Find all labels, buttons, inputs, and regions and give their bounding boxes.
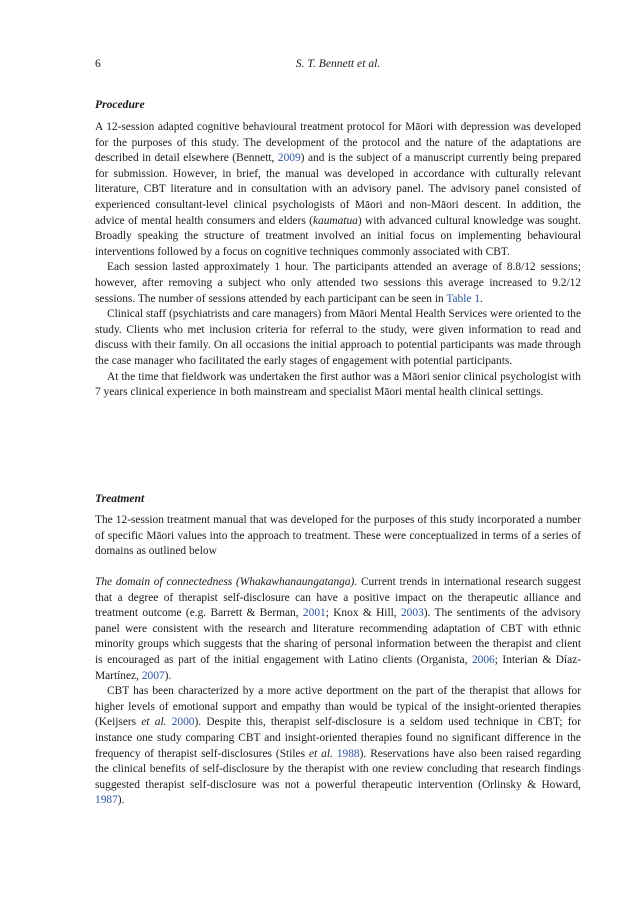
running-title: S. T. Bennett et al. — [295, 57, 381, 70]
citation-link[interactable]: 2003 — [400, 607, 424, 620]
citation-link[interactable]: 1987 — [95, 794, 118, 807]
citation-link[interactable]: 2009 — [277, 152, 301, 165]
page-number: 6 — [95, 57, 101, 70]
table-link[interactable]: Table 1 — [446, 292, 481, 305]
treatment-paragraph-2: The domain of connectedness (Whakawhanaungatanga). Current trends in international research suggest that a degree of therapist self-disclosure can have a positive impact on the therapeutic alliance and treatment outcome (e.g. Barrett & Berman, 2001; Knox & Hill, 2003). The sentiments of the advisory panel were consistent with the research and literature recommending adaptation of CBT with ethnic minority groups which suggests that the sharing of personal information between the therapist and client is encouraged as part of the initial engagement with Latino clients (Organista, 2006; Interian & Díaz-Martínez, 2007). — [95, 576, 582, 682]
treatment-intro — [95, 513, 581, 560]
citation-link[interactable]: 2007 — [141, 669, 165, 682]
citation-link[interactable]: 2000 — [166, 716, 195, 729]
section-heading-treatment: Treatment — [95, 492, 145, 505]
procedure-paragraph-1: A 12-session adapted cognitive behavioural treatment protocol for Māori with depression was developed for the purposes of this study. The development of the protocol and the nature of the adaptations are described in detail elsewhere (Bennett, 2009) and is the subject of a manuscript currently being prepared for submission. However, in brief, the manual was developed in accordance with culturally relevant literature, CBT literature and in consultation with an advisory panel. The advisory panel consisted of experienced consultant-level clinical psychologists of Māori and non-Māori descent. In addition, the advice of mental health consumers and elders (kaumatua) with advanced cultural knowledge was sought. Broadly speaking the structure of treatment involved an initial focus on implementing behavioural interventions followed by a focus on cognitive techniques commonly associated with CBT. — [95, 121, 581, 258]
running-head — [95, 56, 581, 72]
section-heading-procedure: Procedure — [95, 98, 145, 111]
citation-link[interactable]: 2006 — [471, 653, 495, 666]
treatment-paragraph-1: The 12-session treatment manual that was developed for the purposes of this study incorporated a number of specific Māori values into the approach to treatment. These were conceptualized in terms of a series of domains as outlined below — [95, 514, 581, 558]
citation-link[interactable]: 1988 — [332, 747, 360, 760]
procedure-body — [95, 120, 581, 401]
procedure-paragraph-4: At the time that fieldwork was undertaken the first author was a Māori senior clinical psychologist with 7 years clinical experience in both mainstream and specialist Māori mental health clinical settings. — [95, 370, 581, 399]
treatment-paragraph-3: CBT has been characterized by a more active deportment on the part of the therapist that allows for higher levels of emotional support and empathy than would be typical of the insight-oriented therapies (Keijsers et al. 2000). Despite this, therapist self-disclosure is a seldom used technique in CBT; for instance one study comparing CBT and insight-oriented therapies found no significant difference in the frequency of therapist self-disclosures (Stiles et al. 1988). Reservations have also been raised regarding the clinical benefits of self-disclosure by the therapist with one review concluding that research findings suggested therapist self-disclosure was not a powerful therapeutic intervention (Orlinsky & Howard, 1987). — [95, 685, 582, 807]
treatment-body — [95, 575, 581, 809]
procedure-paragraph-3: Clinical staff (psychiatrists and care managers) from Māori Mental Health Services were oriented to the study. Clients who met inclusion criteria for referral to the study, were given information to read and discuss with their family. On all occasions the initial approach to potential participants was made through the case manager who facilitated the early stages of engagement with potential participants. — [95, 308, 581, 367]
procedure-paragraph-2: Each session lasted approximately 1 hour. The participants attended an average of 8.8/12 sessions; however, after removing a subject who only attended two sessions this average increased to 9.2/12 sessions. The number of sessions attended by each participant can be seen in Table 1. — [95, 261, 581, 305]
domain-lead: The domain of connectedness (Whakawhanaungatanga). — [95, 576, 358, 588]
citation-link[interactable]: 2001 — [302, 607, 326, 620]
